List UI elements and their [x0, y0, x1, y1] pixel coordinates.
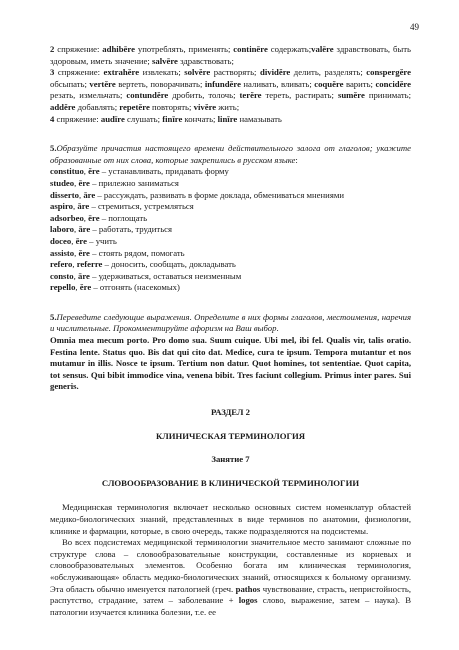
- section-heading: РАЗДЕЛ 2: [211, 407, 250, 418]
- topic-heading: КЛИНИЧЕСКАЯ ТЕРМИНОЛОГИЯ: [155, 430, 306, 441]
- verb-entry: assisto, ĕre – стоять рядом, помогать: [50, 247, 185, 258]
- verb-entry: doceo, ēre – учить: [50, 235, 117, 246]
- verb-entry: studeo, ēre – прилежно заниматься: [50, 177, 179, 188]
- conjugation-3: 3 спряжение: extrahĕre извлекать; solvĕre растворять; dividĕre делить, разделять; conspergĕre обсыпать; vertĕre вертеть, поворачивать; infundĕre наливать, вливать; coquĕre варить; concidĕre резать, измельчать; contundĕre дробить, толочь; terĕre тереть, растирать; sumĕre принимать; addĕre добавлять; repetĕre повторять; vivĕre жить;: [50, 67, 411, 112]
- conjugation-2: 2 спряжение: adhibēre употреблять, применять; continēre содержать;valēre здравствовать, быть здоровым, иметь значение; salvēre здравствовать;: [50, 44, 411, 66]
- exercise-participles: [50, 143, 411, 294]
- verb-list: [50, 166, 411, 294]
- conjugation-4: 4 спряжение: audīre слушать; finīre кончать; linīre намазывать: [50, 113, 282, 124]
- lesson-title: СЛОВООБРАЗОВАНИЕ В КЛИНИЧЕСКОЙ ТЕРМИНОЛОГИИ: [101, 477, 360, 488]
- body-paragraph-1: Медицинская терминология включает несколько основных систем номенклатур областей медико-биологических знаний, представленных в виде терминов по анатомии, физиологии, клинике и фармации, которые, в свою очередь, также подразделяются на подсистемы.: [50, 502, 411, 536]
- verb-entry: refero, referre – доносить, сообщать, докладывать: [50, 259, 236, 270]
- verb-entry: aspiro, āre – стремиться, устремляться: [50, 201, 194, 212]
- exercise-translation: [50, 312, 411, 393]
- verb-entry: disserto, āre – рассуждать, развивать в форме доклада, обмениваться мнениями: [50, 189, 344, 200]
- verb-entry: constituo, ĕre – устанавливать, придавать форму: [50, 166, 229, 177]
- verb-entry: repello, ĕre – отгонять (насекомых): [50, 282, 180, 293]
- exercise-translation-intro: 5.Переведите следующие выражения. Определите в них формы глаголов, местоимения, наречия и числительные. Прокомментируйте афоризм на Ваш выбор.: [50, 311, 412, 334]
- verb-entry: laboro, āre – работать, трудиться: [50, 224, 173, 235]
- lesson-heading: Занятие 7: [211, 454, 250, 465]
- aphorism-list: Omnia mea mecum porto. Pro domo sua. Suum cuique. Ubi mel, ibi fel. Qualis vir, talis oratio. Festina lente. Status quo. Bis dat qui cito dat. Medice, cura te ipsum. Tempora mutantur et nos mutamur in illis. Nosce te ipsum. Tertium non datur. Quot homines, tot sententiae. Quot capita, tot sensus. Qui bibit immodice vina, venena bibit. Tres faciunt collegium. Primus inter pares. Sui generis.: [50, 335, 411, 392]
- verb-entry: adsorbeo, ēre – поглощать: [50, 212, 148, 223]
- exercise-participles-intro: 5.Образуйте причастия настоящего времени действительного залога от глаголов; укажите образованные от них слова, которые закрепились в русском языке:: [50, 143, 411, 165]
- conjugation-list: [50, 44, 411, 125]
- page-number: 49: [410, 22, 419, 32]
- body-paragraph-2: Во всех подсистемах медицинской терминологии значительное место занимают сложные по структуре слова – словообразовательные конструкции, составленные из корневых и словообразовательных элементов. Особенно богата им клиническая терминология, «обслуживающая» область медико-биологических знаний, относящихся к больному организму. Эта область обычно именуется патологией (греч. pathos чувствование, страсть, непристойность, распутство, страдание, затем – заболевание + logos слово, выражение, затем – наука). В патологии изучается клиника болезни, т.е. ее: [50, 537, 411, 617]
- verb-entry: consto, āre – удерживаться, оставаться неизменным: [50, 270, 242, 281]
